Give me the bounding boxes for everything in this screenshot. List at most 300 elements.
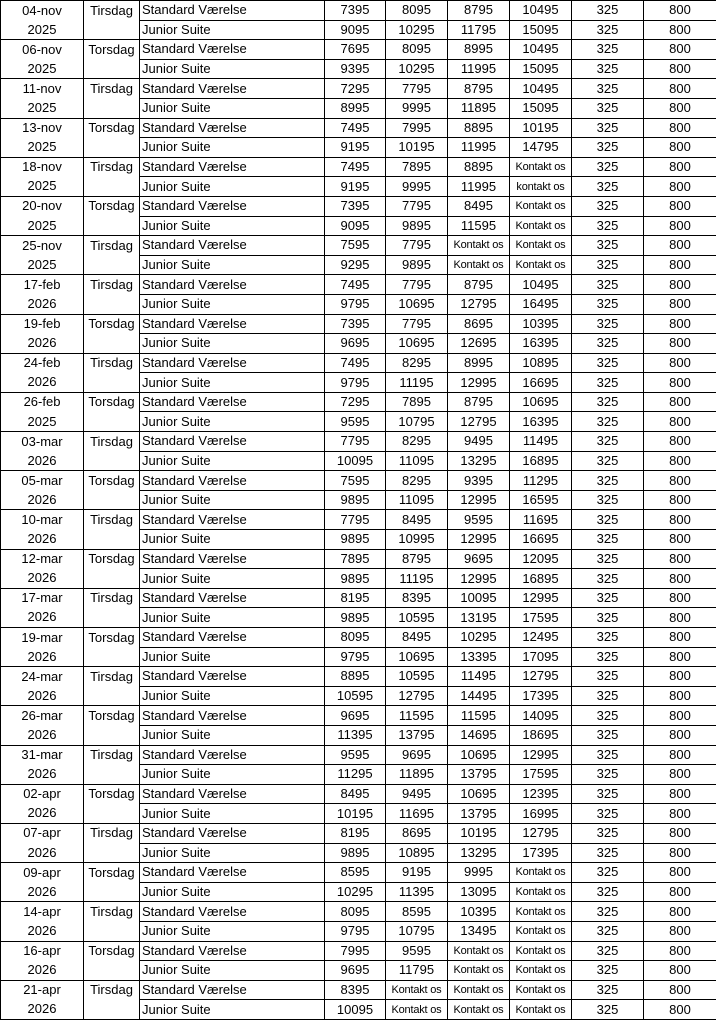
table-row: [1, 980, 716, 1000]
price-cell: 9795: [325, 921, 386, 941]
price-cell: 325: [572, 451, 644, 471]
price-cell: 800: [644, 451, 716, 471]
price-cell: Kontakt os: [510, 863, 572, 883]
weekday-blank-cell: [84, 882, 140, 902]
room-type-cell: Standard Værelse: [140, 275, 325, 295]
price-cell: 10695: [510, 392, 572, 412]
price-cell: 8495: [448, 196, 510, 216]
price-cell: 325: [572, 686, 644, 706]
price-cell: 325: [572, 608, 644, 628]
price-cell: 13295: [448, 451, 510, 471]
price-cell: 325: [572, 961, 644, 981]
table-row: [1, 255, 716, 275]
price-cell: 8895: [448, 118, 510, 138]
price-cell: Kontakt os: [510, 902, 572, 922]
price-cell: 8595: [325, 863, 386, 883]
year-cell: 2026: [1, 608, 84, 628]
price-cell: 10395: [510, 314, 572, 334]
price-cell: 9695: [325, 334, 386, 354]
price-cell: 12995: [448, 490, 510, 510]
price-cell: 800: [644, 843, 716, 863]
price-cell: 325: [572, 902, 644, 922]
price-cell: 8095: [386, 40, 448, 60]
price-cell: 17395: [510, 843, 572, 863]
price-cell: 9995: [386, 177, 448, 197]
price-cell: 13395: [448, 647, 510, 667]
year-cell: 2025: [1, 138, 84, 158]
price-cell: 17595: [510, 765, 572, 785]
price-cell: Kontakt os: [510, 882, 572, 902]
date-cell: 31-mar: [1, 745, 84, 765]
price-cell: 800: [644, 490, 716, 510]
price-cell: 325: [572, 157, 644, 177]
price-cell: 18695: [510, 725, 572, 745]
table-row: [1, 706, 716, 726]
price-cell: 7795: [325, 510, 386, 530]
date-cell: 18-nov: [1, 157, 84, 177]
price-cell: 15095: [510, 20, 572, 40]
room-type-cell: Standard Værelse: [140, 79, 325, 99]
date-cell: 03-mar: [1, 432, 84, 452]
price-cell: 9695: [386, 745, 448, 765]
price-cell: 800: [644, 392, 716, 412]
table-row: [1, 314, 716, 334]
price-cell: 800: [644, 1, 716, 21]
date-cell: 09-apr: [1, 863, 84, 883]
price-cell: 16395: [510, 334, 572, 354]
price-cell: Kontakt os: [386, 1000, 448, 1020]
room-type-cell: Junior Suite: [140, 1000, 325, 1020]
room-type-cell: Standard Værelse: [140, 667, 325, 687]
year-cell: 2026: [1, 882, 84, 902]
price-cell: 16695: [510, 373, 572, 393]
price-cell: kontakt os: [510, 177, 572, 197]
room-type-cell: Junior Suite: [140, 373, 325, 393]
price-cell: 8795: [386, 549, 448, 569]
price-cell: 13795: [448, 804, 510, 824]
table-row: [1, 823, 716, 843]
weekday-blank-cell: [84, 373, 140, 393]
price-cell: 7995: [386, 118, 448, 138]
price-cell: 800: [644, 275, 716, 295]
price-cell: 325: [572, 255, 644, 275]
date-cell: 24-mar: [1, 667, 84, 687]
price-cell: 8195: [325, 823, 386, 843]
weekday-cell: Tirsdag: [84, 236, 140, 256]
price-cell: 800: [644, 628, 716, 648]
price-cell: 800: [644, 667, 716, 687]
table-row: [1, 863, 716, 883]
table-row: [1, 843, 716, 863]
price-cell: 8895: [448, 157, 510, 177]
room-type-cell: Standard Værelse: [140, 863, 325, 883]
price-cell: 7595: [325, 236, 386, 256]
weekday-cell: Torsdag: [84, 40, 140, 60]
weekday-cell: Tirsdag: [84, 353, 140, 373]
price-cell: Kontakt os: [510, 157, 572, 177]
table-row: [1, 40, 716, 60]
price-cell: 7495: [325, 118, 386, 138]
price-cell: 800: [644, 941, 716, 961]
date-cell: 26-feb: [1, 392, 84, 412]
price-cell: 11095: [386, 451, 448, 471]
price-cell: 9995: [386, 98, 448, 118]
price-cell: 8095: [325, 628, 386, 648]
price-cell: 8495: [386, 510, 448, 530]
year-cell: 2026: [1, 294, 84, 314]
table-row: [1, 961, 716, 981]
price-cell: 325: [572, 98, 644, 118]
price-cell: 325: [572, 236, 644, 256]
price-cell: 7995: [325, 941, 386, 961]
price-cell: 12795: [448, 412, 510, 432]
price-cell: Kontakt os: [510, 236, 572, 256]
date-cell: 19-mar: [1, 628, 84, 648]
price-cell: 8795: [448, 275, 510, 295]
year-cell: 2026: [1, 490, 84, 510]
year-cell: 2026: [1, 725, 84, 745]
price-cell: 7895: [386, 392, 448, 412]
price-cell: 800: [644, 588, 716, 608]
weekday-cell: Torsdag: [84, 784, 140, 804]
room-type-cell: Standard Værelse: [140, 628, 325, 648]
price-cell: 9695: [325, 706, 386, 726]
price-cell: 800: [644, 921, 716, 941]
room-type-cell: Standard Værelse: [140, 980, 325, 1000]
price-cell: 9895: [325, 530, 386, 550]
price-cell: 11795: [448, 20, 510, 40]
price-cell: 325: [572, 549, 644, 569]
weekday-blank-cell: [84, 294, 140, 314]
room-type-cell: Junior Suite: [140, 255, 325, 275]
price-cell: 8695: [448, 314, 510, 334]
price-cell: 10295: [448, 628, 510, 648]
room-type-cell: Junior Suite: [140, 804, 325, 824]
price-cell: 9395: [448, 471, 510, 491]
price-cell: 10395: [448, 902, 510, 922]
weekday-cell: Torsdag: [84, 196, 140, 216]
price-cell: 10195: [448, 823, 510, 843]
price-cell: 800: [644, 314, 716, 334]
date-cell: 17-feb: [1, 275, 84, 295]
room-type-cell: Junior Suite: [140, 921, 325, 941]
price-cell: 800: [644, 98, 716, 118]
price-cell: 9795: [325, 647, 386, 667]
year-cell: 2025: [1, 412, 84, 432]
table-row: [1, 98, 716, 118]
price-cell: 10195: [386, 138, 448, 158]
table-row: [1, 628, 716, 648]
table-row: [1, 608, 716, 628]
price-cell: 325: [572, 196, 644, 216]
price-cell: 325: [572, 647, 644, 667]
table-row: [1, 392, 716, 412]
price-cell: 325: [572, 490, 644, 510]
price-cell: 10695: [386, 294, 448, 314]
price-cell: 12995: [448, 569, 510, 589]
weekday-cell: Torsdag: [84, 314, 140, 334]
table-row: [1, 490, 716, 510]
room-type-cell: Junior Suite: [140, 216, 325, 236]
price-cell: 325: [572, 392, 644, 412]
date-cell: 11-nov: [1, 79, 84, 99]
price-cell: 10495: [510, 275, 572, 295]
table-row: [1, 373, 716, 393]
price-cell: 10495: [510, 1, 572, 21]
year-cell: 2026: [1, 804, 84, 824]
price-cell: 9795: [325, 373, 386, 393]
room-type-cell: Junior Suite: [140, 138, 325, 158]
price-cell: 11995: [448, 177, 510, 197]
price-cell: 14095: [510, 706, 572, 726]
room-type-cell: Standard Værelse: [140, 157, 325, 177]
price-cell: 16595: [510, 490, 572, 510]
date-cell: 25-nov: [1, 236, 84, 256]
table-row: [1, 216, 716, 236]
price-cell: 800: [644, 745, 716, 765]
price-cell: Kontakt os: [448, 961, 510, 981]
price-cell: 9595: [386, 941, 448, 961]
weekday-cell: Torsdag: [84, 549, 140, 569]
year-cell: 2026: [1, 921, 84, 941]
price-cell: 800: [644, 549, 716, 569]
price-cell: 8495: [325, 784, 386, 804]
price-cell: 12495: [510, 628, 572, 648]
room-type-cell: Junior Suite: [140, 725, 325, 745]
price-cell: 17095: [510, 647, 572, 667]
room-type-cell: Junior Suite: [140, 608, 325, 628]
date-cell: 10-mar: [1, 510, 84, 530]
price-cell: 8795: [448, 392, 510, 412]
table-row: [1, 882, 716, 902]
table-row: [1, 157, 716, 177]
price-cell: 11595: [386, 706, 448, 726]
price-cell: 11395: [386, 882, 448, 902]
price-cell: Kontakt os: [510, 921, 572, 941]
price-cell: 800: [644, 236, 716, 256]
price-cell: 325: [572, 530, 644, 550]
price-cell: 12095: [510, 549, 572, 569]
price-cell: Kontakt os: [510, 1000, 572, 1020]
price-cell: 13495: [448, 921, 510, 941]
table-row: [1, 647, 716, 667]
price-cell: 7795: [386, 275, 448, 295]
price-cell: 12795: [448, 294, 510, 314]
weekday-blank-cell: [84, 569, 140, 589]
weekday-blank-cell: [84, 59, 140, 79]
weekday-blank-cell: [84, 647, 140, 667]
table-row: [1, 549, 716, 569]
price-cell: 10295: [325, 882, 386, 902]
price-cell: Kontakt os: [448, 941, 510, 961]
price-cell: 15095: [510, 98, 572, 118]
table-row: [1, 412, 716, 432]
price-cell: 10895: [386, 843, 448, 863]
room-type-cell: Standard Værelse: [140, 118, 325, 138]
weekday-cell: Tirsdag: [84, 510, 140, 530]
weekday-cell: Tirsdag: [84, 823, 140, 843]
price-cell: 325: [572, 471, 644, 491]
price-cell: 16895: [510, 569, 572, 589]
table-row: [1, 118, 716, 138]
date-cell: 16-apr: [1, 941, 84, 961]
price-cell: 800: [644, 765, 716, 785]
table-row: [1, 921, 716, 941]
table-row: [1, 667, 716, 687]
price-cell: 16495: [510, 294, 572, 314]
price-cell: 325: [572, 412, 644, 432]
price-cell: 7395: [325, 1, 386, 21]
price-cell: 800: [644, 882, 716, 902]
price-cell: 11695: [386, 804, 448, 824]
price-cell: 10695: [386, 647, 448, 667]
date-cell: 17-mar: [1, 588, 84, 608]
room-type-cell: Junior Suite: [140, 412, 325, 432]
table-row: [1, 451, 716, 471]
table-row: [1, 1, 716, 21]
price-cell: 10595: [325, 686, 386, 706]
table-row: [1, 432, 716, 452]
price-cell: Kontakt os: [386, 980, 448, 1000]
date-cell: 05-mar: [1, 471, 84, 491]
weekday-blank-cell: [84, 921, 140, 941]
price-cell: 325: [572, 294, 644, 314]
weekday-blank-cell: [84, 843, 140, 863]
price-cell: 11895: [448, 98, 510, 118]
price-cell: Kontakt os: [510, 196, 572, 216]
price-cell: 9495: [386, 784, 448, 804]
room-type-cell: Junior Suite: [140, 961, 325, 981]
price-cell: 800: [644, 804, 716, 824]
price-cell: 325: [572, 20, 644, 40]
weekday-cell: Torsdag: [84, 706, 140, 726]
price-cell: 8095: [325, 902, 386, 922]
price-cell: 9895: [325, 843, 386, 863]
year-cell: 2025: [1, 216, 84, 236]
table-row: [1, 294, 716, 314]
price-cell: 9895: [386, 216, 448, 236]
date-cell: 04-nov: [1, 1, 84, 21]
room-type-cell: Junior Suite: [140, 98, 325, 118]
price-cell: 7495: [325, 353, 386, 373]
price-cell: 8395: [386, 588, 448, 608]
price-cell: 11995: [448, 138, 510, 158]
room-type-cell: Junior Suite: [140, 177, 325, 197]
room-type-cell: Standard Værelse: [140, 196, 325, 216]
year-cell: 2026: [1, 530, 84, 550]
price-cell: Kontakt os: [448, 236, 510, 256]
price-cell: 14495: [448, 686, 510, 706]
room-type-cell: Junior Suite: [140, 294, 325, 314]
price-cell: 11195: [386, 373, 448, 393]
price-cell: 325: [572, 118, 644, 138]
price-cell: 800: [644, 432, 716, 452]
room-type-cell: Standard Værelse: [140, 745, 325, 765]
price-cell: 800: [644, 510, 716, 530]
price-cell: 8395: [325, 980, 386, 1000]
year-cell: 2025: [1, 177, 84, 197]
room-type-cell: Standard Værelse: [140, 549, 325, 569]
price-cell: 7795: [386, 236, 448, 256]
price-cell: 11095: [386, 490, 448, 510]
price-cell: 8295: [386, 432, 448, 452]
weekday-cell: Tirsdag: [84, 588, 140, 608]
room-type-cell: Standard Værelse: [140, 40, 325, 60]
weekday-cell: Tirsdag: [84, 667, 140, 687]
table-row: [1, 941, 716, 961]
room-type-cell: Standard Værelse: [140, 392, 325, 412]
price-cell: 800: [644, 40, 716, 60]
price-cell: 800: [644, 59, 716, 79]
table-row: [1, 59, 716, 79]
price-cell: 16695: [510, 530, 572, 550]
price-cell: 9995: [448, 863, 510, 883]
weekday-cell: Tirsdag: [84, 745, 140, 765]
price-cell: 800: [644, 706, 716, 726]
price-cell: Kontakt os: [510, 961, 572, 981]
weekday-blank-cell: [84, 451, 140, 471]
weekday-blank-cell: [84, 216, 140, 236]
room-type-cell: Junior Suite: [140, 843, 325, 863]
price-cell: 7895: [386, 157, 448, 177]
price-cell: 10995: [386, 530, 448, 550]
room-type-cell: Junior Suite: [140, 59, 325, 79]
price-cell: 12795: [510, 823, 572, 843]
price-cell: 12995: [448, 373, 510, 393]
price-cell: 8495: [386, 628, 448, 648]
price-cell: 8295: [386, 353, 448, 373]
price-cell: 9095: [325, 216, 386, 236]
price-cell: 11995: [448, 59, 510, 79]
price-cell: 800: [644, 569, 716, 589]
price-cell: Kontakt os: [510, 216, 572, 236]
price-cell: 800: [644, 177, 716, 197]
price-cell: 16995: [510, 804, 572, 824]
price-cell: 12795: [386, 686, 448, 706]
price-cell: 800: [644, 20, 716, 40]
year-cell: 2025: [1, 59, 84, 79]
price-cell: 800: [644, 471, 716, 491]
price-cell: 11695: [510, 510, 572, 530]
price-cell: 9195: [325, 177, 386, 197]
price-cell: 11295: [510, 471, 572, 491]
price-cell: 10795: [386, 412, 448, 432]
table-row: [1, 902, 716, 922]
price-cell: 9895: [325, 569, 386, 589]
price-cell: 10195: [510, 118, 572, 138]
price-cell: 800: [644, 255, 716, 275]
table-row: [1, 510, 716, 530]
table-row: [1, 686, 716, 706]
room-type-cell: Standard Værelse: [140, 706, 325, 726]
price-cell: 800: [644, 334, 716, 354]
room-type-cell: Standard Værelse: [140, 902, 325, 922]
price-cell: 325: [572, 569, 644, 589]
year-cell: 2025: [1, 20, 84, 40]
price-cell: 325: [572, 275, 644, 295]
price-cell: 325: [572, 843, 644, 863]
price-cell: 12695: [448, 334, 510, 354]
room-type-cell: Junior Suite: [140, 569, 325, 589]
price-cell: 11195: [386, 569, 448, 589]
date-cell: 02-apr: [1, 784, 84, 804]
price-cell: 7295: [325, 392, 386, 412]
date-cell: 14-apr: [1, 902, 84, 922]
weekday-blank-cell: [84, 177, 140, 197]
year-cell: 2025: [1, 255, 84, 275]
weekday-cell: Torsdag: [84, 392, 140, 412]
price-cell: 10595: [386, 667, 448, 687]
